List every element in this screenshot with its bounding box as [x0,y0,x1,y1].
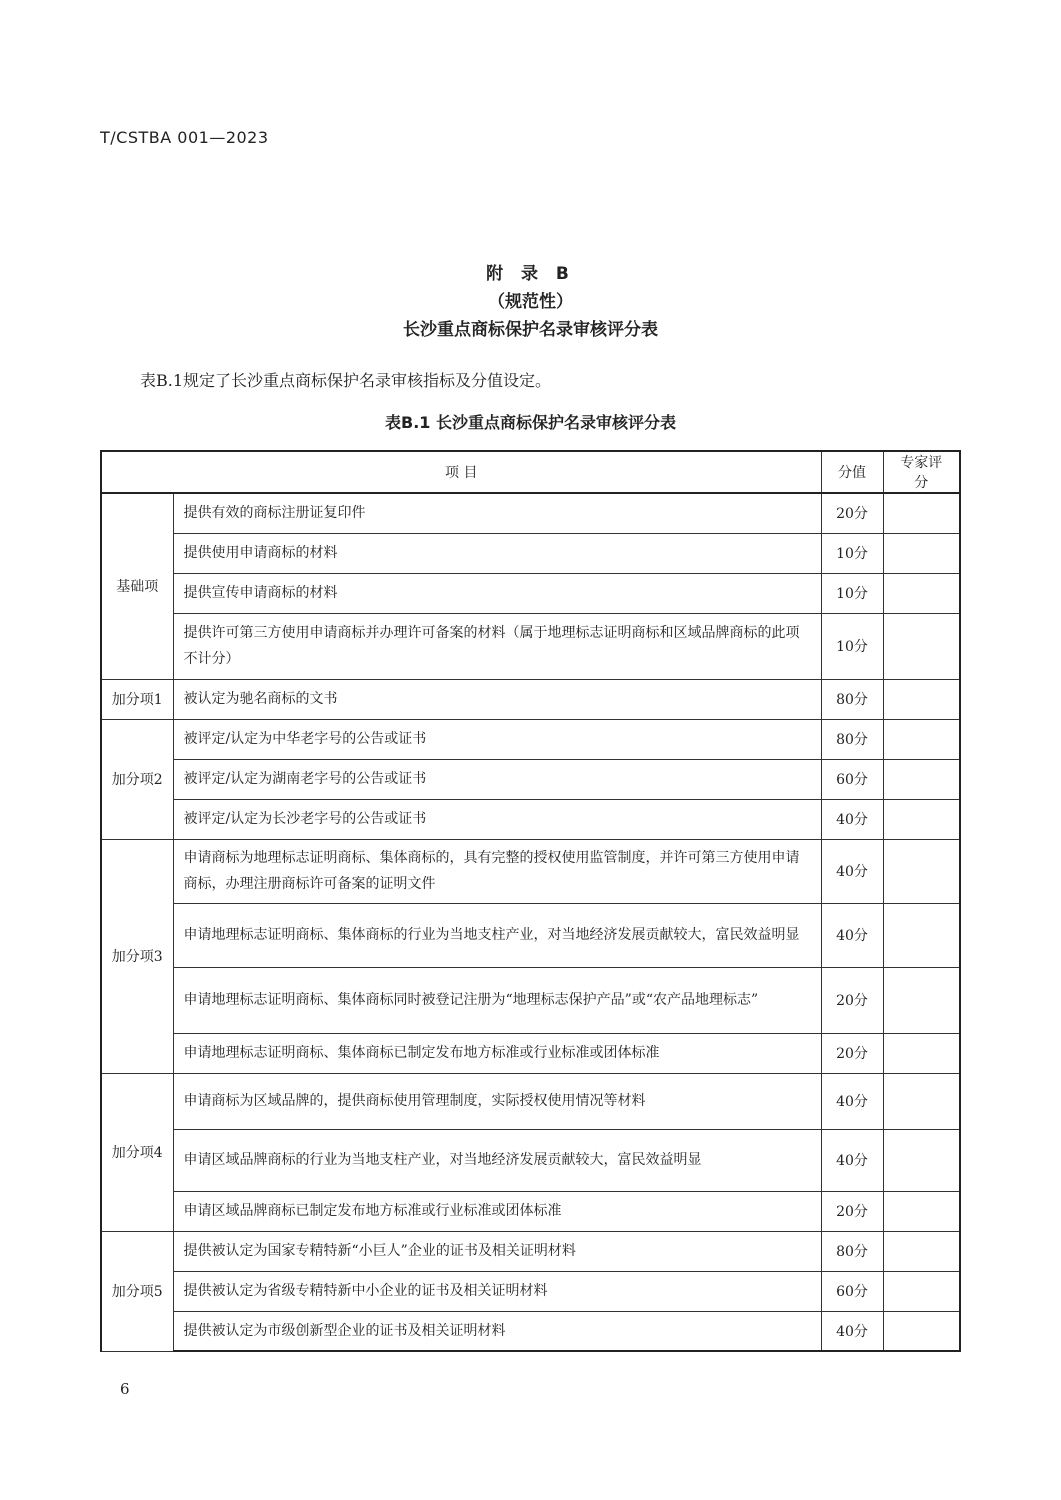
standard-code: T/CSTBA 001—2023 [100,128,269,147]
item-description: 申请地理标志证明商标、集体商标同时被登记注册为“地理标志保护产品”或“农产品地理标志” [173,967,821,1033]
table-body [101,493,960,1351]
header-score: 分值 [821,451,883,493]
appendix-title: 长沙重点商标保护名录审核评分表 [403,320,658,340]
expert-score-cell[interactable] [883,759,960,799]
expert-score-cell[interactable] [883,1311,960,1351]
table-row [101,1311,960,1351]
expert-score-cell[interactable] [883,967,960,1033]
table-row [101,1073,960,1129]
item-description: 提供使用申请商标的材料 [173,533,821,573]
intro-paragraph: 表B.1规定了长沙重点商标保护名录审核指标及分值设定。 [140,371,552,390]
score-value: 40分 [821,1129,883,1191]
score-value: 10分 [821,613,883,679]
score-value: 80分 [821,719,883,759]
page-number: 6 [120,1380,130,1398]
table-row [101,533,960,573]
table-row [101,903,960,967]
item-description: 提供被认定为市级创新型企业的证书及相关证明材料 [173,1311,821,1351]
expert-score-cell[interactable] [883,799,960,839]
score-value: 40分 [821,903,883,967]
category-cell: 加分项1 [101,679,173,719]
item-description: 被评定/认定为长沙老字号的公告或证书 [173,799,821,839]
item-description: 被评定/认定为中华老字号的公告或证书 [173,719,821,759]
appendix-nature: （规范性） [488,292,573,312]
appendix-label: 附 录 B [486,264,575,284]
expert-score-cell[interactable] [883,1191,960,1231]
expert-score-cell[interactable] [883,493,960,533]
expert-score-cell[interactable] [883,1033,960,1073]
score-value: 40分 [821,799,883,839]
table-row [101,719,960,759]
table-row [101,839,960,903]
score-value: 10分 [821,533,883,573]
score-value: 20分 [821,493,883,533]
score-value: 60分 [821,759,883,799]
category-cell: 基础项 [101,493,173,679]
table-row [101,1191,960,1231]
table-row [101,613,960,679]
table-header-row [101,451,960,493]
table-row [101,799,960,839]
score-value: 40分 [821,1073,883,1129]
score-value: 10分 [821,573,883,613]
item-description: 提供有效的商标注册证复印件 [173,493,821,533]
expert-score-cell[interactable] [883,1073,960,1129]
header-item: 项 目 [101,451,821,493]
category-cell: 加分项3 [101,839,173,1073]
scoring-table [100,450,961,1352]
category-cell: 加分项4 [101,1073,173,1231]
score-value: 20分 [821,1191,883,1231]
table-row [101,1231,960,1271]
item-description: 申请区域品牌商标已制定发布地方标准或行业标准或团体标准 [173,1191,821,1231]
table-row [101,1271,960,1311]
expert-score-cell[interactable] [883,573,960,613]
score-value: 40分 [821,839,883,903]
item-description: 提供被认定为国家专精特新“小巨人”企业的证书及相关证明材料 [173,1231,821,1271]
score-value: 60分 [821,1271,883,1311]
category-cell: 加分项2 [101,719,173,839]
item-description: 提供被认定为省级专精特新中小企业的证书及相关证明材料 [173,1271,821,1311]
expert-score-cell[interactable] [883,719,960,759]
table-row [101,759,960,799]
expert-score-cell[interactable] [883,1231,960,1271]
table-row [101,1033,960,1073]
item-description: 提供宣传申请商标的材料 [173,573,821,613]
expert-score-cell[interactable] [883,1271,960,1311]
table-row [101,967,960,1033]
score-value: 40分 [821,1311,883,1351]
item-description: 申请区域品牌商标的行业为当地支柱产业，对当地经济发展贡献较大，富民效益明显 [173,1129,821,1191]
expert-score-cell[interactable] [883,613,960,679]
expert-score-cell[interactable] [883,679,960,719]
expert-score-cell[interactable] [883,533,960,573]
item-description: 被评定/认定为湖南老字号的公告或证书 [173,759,821,799]
table-row [101,493,960,533]
table-caption: 表B.1 长沙重点商标保护名录审核评分表 [385,413,676,432]
expert-score-cell[interactable] [883,903,960,967]
score-value: 20分 [821,1033,883,1073]
score-value: 80分 [821,1231,883,1271]
table-row [101,679,960,719]
table-row [101,1129,960,1191]
expert-score-cell[interactable] [883,839,960,903]
item-description: 申请商标为地理标志证明商标、集体商标的，具有完整的授权使用监管制度，并许可第三方使用申请商标，办理注册商标许可备案的证明文件 [173,839,821,903]
item-description: 申请地理标志证明商标、集体商标的行业为当地支柱产业，对当地经济发展贡献较大，富民效益明显 [173,903,821,967]
table-row [101,573,960,613]
score-value: 80分 [821,679,883,719]
score-value: 20分 [821,967,883,1033]
item-description: 被认定为驰名商标的文书 [173,679,821,719]
category-cell: 加分项5 [101,1231,173,1351]
item-description: 申请地理标志证明商标、集体商标已制定发布地方标准或行业标准或团体标准 [173,1033,821,1073]
expert-score-cell[interactable] [883,1129,960,1191]
header-expert-score: 专家评分 [883,451,960,493]
item-description: 提供许可第三方使用申请商标并办理许可备案的材料（属于地理标志证明商标和区域品牌商标的此项不计分） [173,613,821,679]
item-description: 申请商标为区域品牌的，提供商标使用管理制度，实际授权使用情况等材料 [173,1073,821,1129]
